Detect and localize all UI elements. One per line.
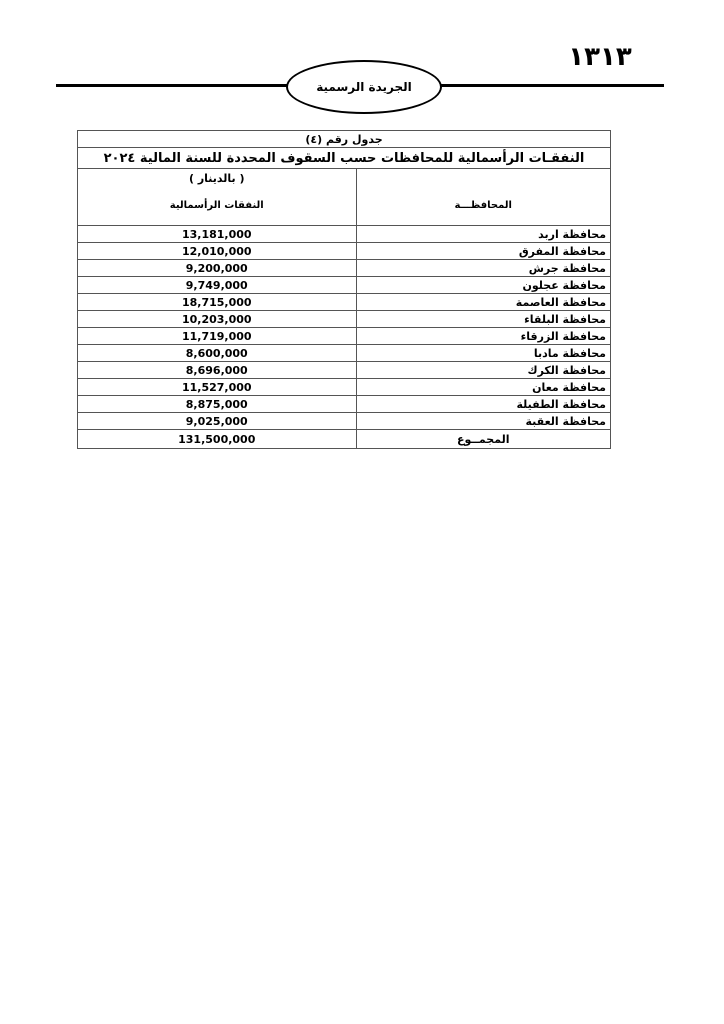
capital-expenditure-column-header: النفقات الرأسمالية <box>78 187 357 226</box>
governorate-column-header: المحافظـــة <box>356 187 611 226</box>
amount-cell <box>78 294 357 311</box>
governorate-cell: محافظة المفرق <box>356 243 611 260</box>
amount-cell <box>78 379 357 396</box>
table-row <box>78 396 611 413</box>
currency-unit: ( بالدينار ) <box>78 169 357 188</box>
amount-value: 13,181,000 <box>181 227 252 241</box>
amount-value: 12,010,000 <box>181 244 252 258</box>
gazette-header <box>286 60 442 114</box>
amount-cell <box>78 226 357 243</box>
amount-cell <box>78 413 357 430</box>
table-title: النفقـات الرأسمالية للمحافظات حسب السقوف المحددة للسنة المالية ٢٠٢٤ <box>78 148 611 169</box>
total-amount-cell <box>78 430 357 449</box>
table-row <box>78 362 611 379</box>
amount-cell <box>78 362 357 379</box>
table-row <box>78 345 611 362</box>
table-row <box>78 243 611 260</box>
governorate-cell: محافظة جرش <box>356 260 611 277</box>
governorate-cell: محافظة اربد <box>356 226 611 243</box>
unit-row <box>78 169 611 188</box>
table-row <box>78 277 611 294</box>
amount-cell <box>78 277 357 294</box>
page-number: ١٣١٣ <box>568 42 632 72</box>
total-row <box>78 430 611 449</box>
governorate-cell: محافظة البلقاء <box>356 311 611 328</box>
table-row <box>78 260 611 277</box>
table-row <box>78 311 611 328</box>
governorate-cell: محافظة العاصمة <box>356 294 611 311</box>
amount-value: 9,025,000 <box>185 414 248 428</box>
amount-cell <box>78 243 357 260</box>
amount-value: 9,749,000 <box>185 278 248 292</box>
governorate-cell: محافظة مادبا <box>356 345 611 362</box>
total-amount: 131,500,000 <box>178 432 256 446</box>
table-row <box>78 379 611 396</box>
governorate-cell: محافظة العقبة <box>356 413 611 430</box>
amount-cell <box>78 260 357 277</box>
governorate-cell: محافظة الطفيلة <box>356 396 611 413</box>
governorate-cell: محافظة عجلون <box>356 277 611 294</box>
amount-cell <box>78 345 357 362</box>
table-number-row <box>78 131 611 148</box>
table-row <box>78 294 611 311</box>
governorate-cell: محافظة الكرك <box>356 362 611 379</box>
table-row <box>78 226 611 243</box>
amount-cell <box>78 396 357 413</box>
amount-value: 11,719,000 <box>181 329 252 343</box>
table-row <box>78 328 611 345</box>
total-label: المجمــوع <box>356 430 611 449</box>
amount-value: 8,875,000 <box>185 397 248 411</box>
column-header-row <box>78 187 611 226</box>
unit-blank-cell <box>356 169 611 188</box>
gazette-title: الجريدة الرسمية <box>316 80 412 94</box>
amount-value: 11,527,000 <box>181 380 252 394</box>
governorate-cell: محافظة الزرقاء <box>356 328 611 345</box>
amount-cell <box>78 311 357 328</box>
governorate-cell: محافظة معان <box>356 379 611 396</box>
amount-value: 9,200,000 <box>185 261 248 275</box>
amount-value: 10,203,000 <box>181 312 252 326</box>
capital-expenditure-table <box>77 130 611 449</box>
table-row <box>78 413 611 430</box>
amount-value: 18,715,000 <box>181 295 252 309</box>
amount-value: 8,696,000 <box>185 363 248 377</box>
amount-value: 8,600,000 <box>185 346 248 360</box>
amount-cell <box>78 328 357 345</box>
table-title-row <box>78 148 611 169</box>
table-number: جدول رقم (٤) <box>78 131 611 148</box>
